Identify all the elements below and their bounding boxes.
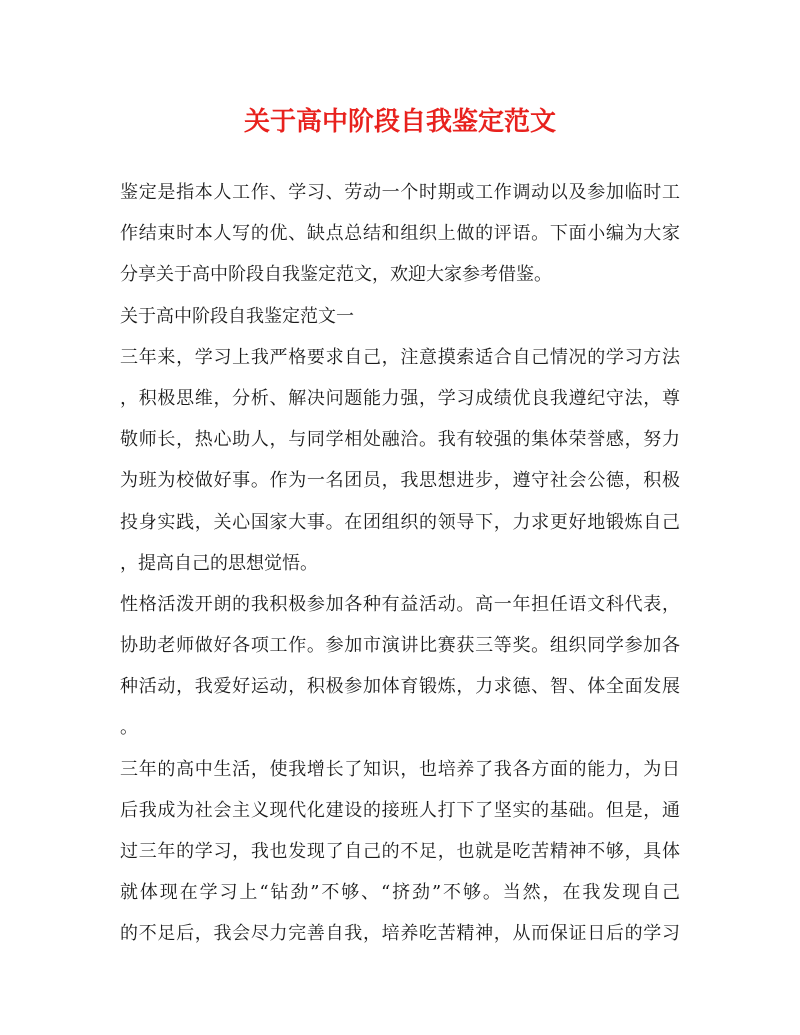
- text-line: 三年的高中生活，使我增长了知识，也培养了我各方面的能力，为日: [120, 758, 680, 780]
- text-line: 鉴定是指本人工作、学习、劳动一个时期或工作调动以及参加临时工: [120, 182, 680, 203]
- text-line: 种活动，我爱好运动，积极参加体育锻炼，力求德、智、体全面发展: [120, 676, 680, 698]
- document-title: 关于高中阶段自我鉴定范文: [243, 107, 556, 137]
- text-line: 就体现在学习上“钻劲”不够、“挤劲”不够。当然，在我发现自己: [120, 882, 680, 904]
- text-line: 分享关于高中阶段自我鉴定范文，欢迎大家参考借鉴。: [120, 264, 552, 286]
- text-line: 协助老师做好各项工作。参加市演讲比赛获三等奖。组织同学参加各: [120, 635, 680, 657]
- text-line: 三年来，学习上我严格要求自己，注意摸索适合自己情况的学习方法: [120, 346, 680, 368]
- text-line: 性格活泼开朗的我积极参加各种有益活动。高一年担任语文科代表，: [120, 593, 680, 615]
- text-line: ，提高自己的思想觉悟。: [120, 552, 318, 574]
- text-line: 作结束时本人写的优、缺点总结和组织上做的评语。下面小编为大家: [120, 223, 680, 245]
- text-line: 。: [120, 717, 138, 739]
- text-line: 过三年的学习，我也发现了自己的不足，也就是吃苦精神不够，具体: [120, 841, 680, 862]
- text-line: ，积极思维，分析、解决问题能力强，学习成绩优良我遵纪守法，尊: [120, 387, 680, 409]
- text-line: 投身实践，关心国家大事。在团组织的领导下，力求更好地锻炼自己: [120, 511, 680, 533]
- section-heading: 关于高中阶段自我鉴定范文一: [120, 305, 354, 327]
- text-line: 敬师长，热心助人，与同学相处融洽。我有较强的集体荣誉感，努力: [120, 429, 680, 451]
- text-line: 后我成为社会主义现代化建设的接班人打下了坚实的基础。但是，通: [120, 799, 680, 821]
- text-line: 为班为校做好事。作为一名团员，我思想进步，遵守社会公德，积极: [120, 470, 680, 492]
- document-body: [120, 172, 680, 955]
- text-line: 的不足后，我会尽力完善自我，培养吃苦精神，从而保证日后的学习: [120, 923, 680, 945]
